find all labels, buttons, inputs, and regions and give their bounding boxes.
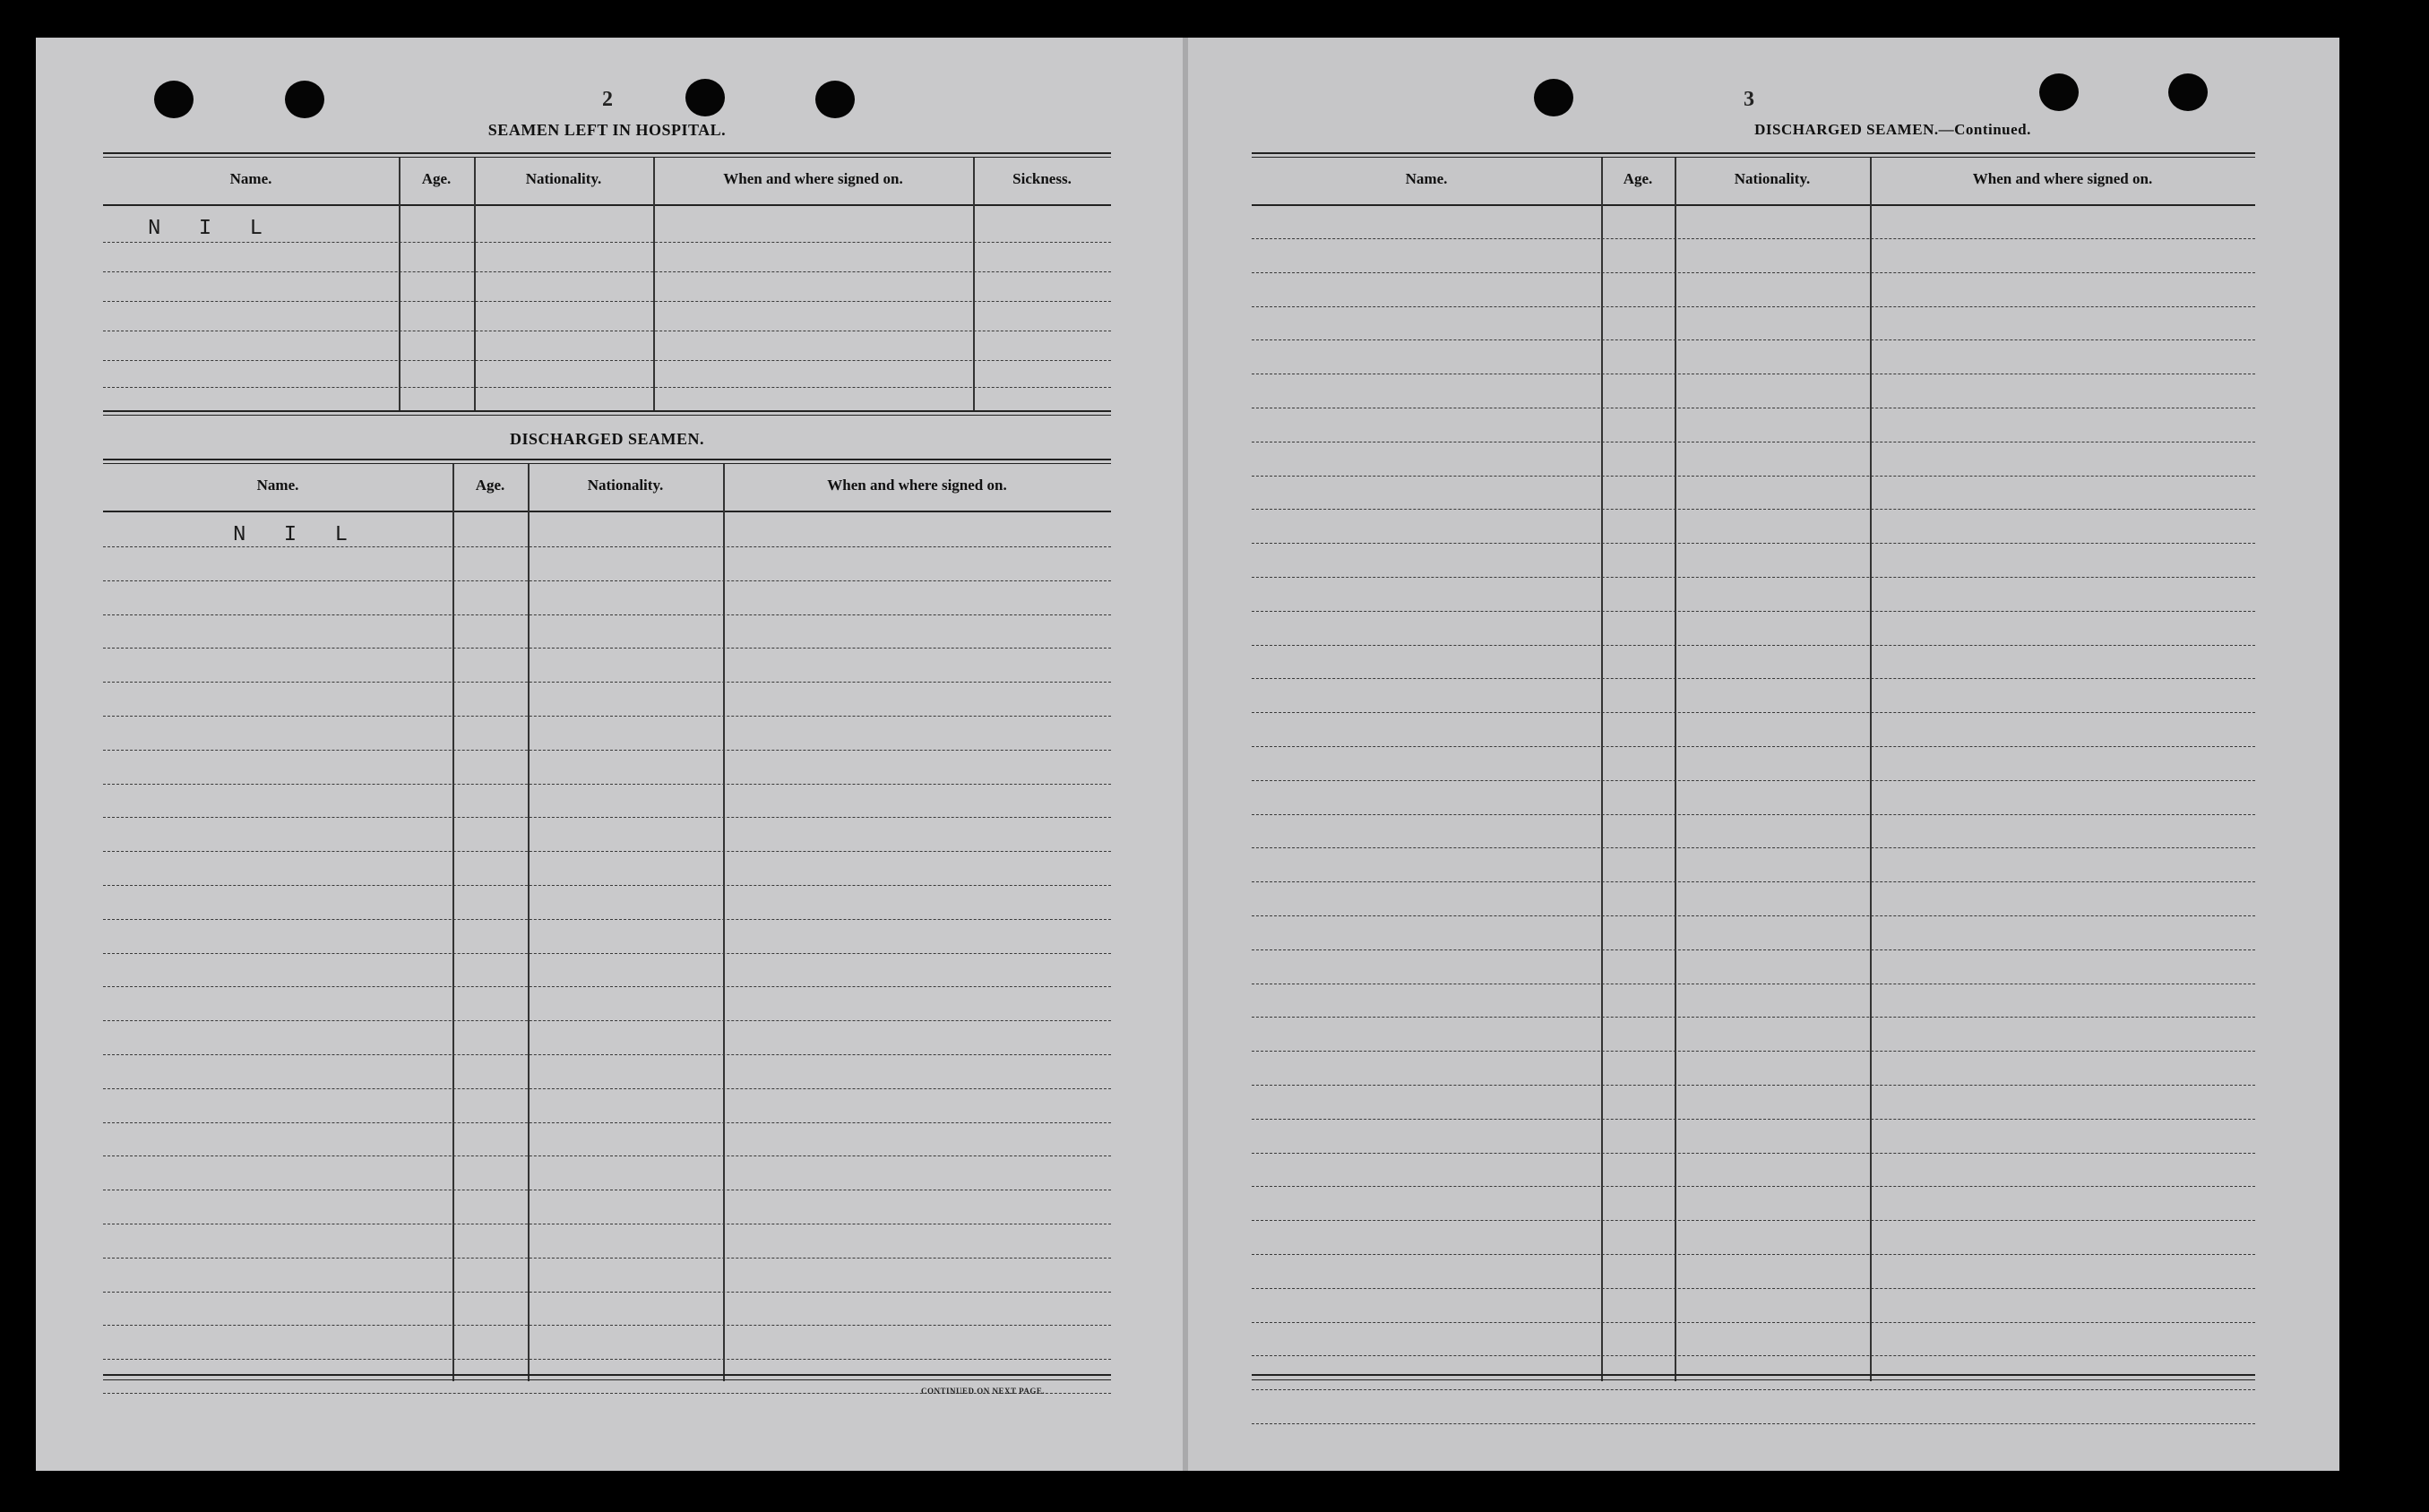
col-header-name: Name.	[229, 170, 272, 187]
ruled-line	[103, 716, 1111, 717]
ruled-line	[103, 986, 1111, 987]
ruled-line	[1252, 915, 2255, 916]
ruled-line	[103, 1054, 1111, 1055]
ruled-line	[1252, 814, 2255, 815]
punch-hole-icon	[285, 81, 324, 118]
ruled-line	[1252, 1423, 2255, 1424]
col-header-nationality: Nationality.	[1734, 170, 1811, 187]
punch-hole-icon	[815, 81, 855, 118]
ruled-line	[103, 784, 1111, 785]
ruled-line	[103, 1325, 1111, 1326]
col-header-signed-on: When and where signed on.	[1972, 170, 2153, 187]
ruled-line	[1252, 1322, 2255, 1323]
hospital-row-name: N I L	[148, 217, 276, 241]
discharged-section-title: DISCHARGED SEAMEN.	[509, 430, 705, 448]
ruled-line	[103, 1122, 1111, 1123]
col-header-sickness: Sickness.	[1012, 170, 1072, 187]
ruled-line	[1252, 1389, 2255, 1390]
continued-note: CONTINUED ON NEXT PAGE.	[921, 1387, 1046, 1396]
ruled-line	[103, 919, 1111, 920]
ruled-line	[103, 750, 1111, 751]
ruled-line	[103, 1155, 1111, 1156]
ruled-line	[1252, 476, 2255, 477]
page-number-left: 2	[602, 88, 613, 111]
col-header-age: Age.	[421, 170, 452, 187]
ruled-line	[1252, 1220, 2255, 1221]
ruled-line	[1252, 1254, 2255, 1255]
col-header-name: Name.	[1405, 170, 1448, 187]
ruled-line	[1252, 1153, 2255, 1154]
ruled-line	[1252, 306, 2255, 307]
ruled-line	[103, 580, 1111, 581]
ruled-line	[103, 546, 1111, 547]
col-header-signed-on: When and where signed on.	[827, 477, 1007, 494]
ruled-line	[1252, 678, 2255, 679]
discharged-continued-table	[1252, 152, 2255, 1384]
ruled-line	[103, 1258, 1111, 1259]
ruled-line	[103, 648, 1111, 649]
col-header-age: Age.	[1623, 170, 1653, 187]
col-header-signed-on: When and where signed on.	[723, 170, 903, 187]
ruled-line	[1252, 1051, 2255, 1052]
ruled-line	[103, 614, 1111, 615]
ruled-line	[1252, 780, 2255, 781]
ruled-line	[103, 817, 1111, 818]
ruled-line	[103, 953, 1111, 954]
ruled-line	[1252, 1085, 2255, 1086]
ruled-line	[103, 1292, 1111, 1293]
ruled-line	[103, 851, 1111, 852]
ruled-line	[1252, 509, 2255, 510]
ruled-line	[103, 1359, 1111, 1360]
ruled-line	[103, 1020, 1111, 1021]
discharged-row-name: N I L	[233, 523, 361, 547]
ruled-line	[103, 885, 1111, 886]
ruled-line	[1252, 847, 2255, 848]
ruled-line	[103, 682, 1111, 683]
ruled-line	[1252, 1288, 2255, 1289]
ruled-line	[1252, 543, 2255, 544]
ruled-line	[1252, 1186, 2255, 1187]
col-header-age: Age.	[475, 477, 505, 494]
ruled-line	[1252, 238, 2255, 239]
col-header-name: Name.	[256, 477, 299, 494]
discharged-continued-title: DISCHARGED SEAMEN.—Continued.	[1754, 121, 2031, 138]
punch-hole-icon	[2039, 73, 2079, 111]
ruled-line	[1252, 611, 2255, 612]
ruled-line	[1252, 949, 2255, 950]
ruled-line	[1252, 272, 2255, 273]
col-header-nationality: Nationality.	[587, 477, 664, 494]
ruled-line	[1252, 339, 2255, 340]
punch-hole-icon	[2168, 73, 2208, 111]
hospital-table	[103, 152, 1111, 421]
ruled-line	[1252, 645, 2255, 646]
ruled-line	[1252, 577, 2255, 578]
ruled-line	[1252, 1017, 2255, 1018]
ruled-line	[1252, 881, 2255, 882]
ruled-line	[1252, 746, 2255, 747]
ruled-line	[1252, 1355, 2255, 1356]
hospital-section-title: SEAMEN LEFT IN HOSPITAL.	[487, 121, 727, 139]
punch-hole-icon	[685, 79, 725, 116]
col-header-nationality: Nationality.	[525, 170, 602, 187]
ruled-line	[103, 1088, 1111, 1089]
ruled-line	[1252, 712, 2255, 713]
punch-hole-icon	[154, 81, 194, 118]
ruled-line	[1252, 1119, 2255, 1120]
discharged-table	[103, 459, 1111, 1381]
punch-hole-icon	[1534, 79, 1573, 116]
page-number-right: 3	[1744, 88, 1754, 111]
